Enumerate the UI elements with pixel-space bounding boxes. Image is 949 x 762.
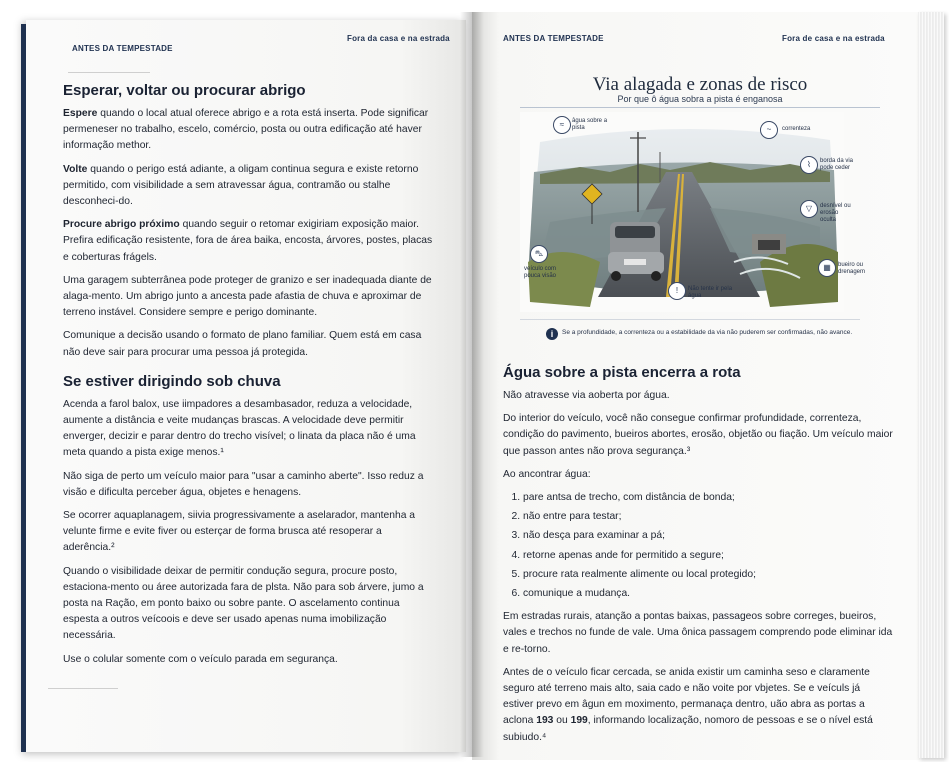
- paragraph: Espere quando o local atual oferece abrigo e a rota está inserta. Pode significar permeneser no trabalho, escelo, comércio, posta ou outra edificação até haver informação methor.: [63, 108, 429, 152]
- list-item: 5. procure rata realmente alimente ou local protegido;: [523, 567, 893, 583]
- figure-note-rule: [520, 319, 860, 320]
- current-icon: ~: [760, 121, 778, 139]
- page-edges: [918, 12, 944, 758]
- drain-icon: ▦: [818, 259, 836, 277]
- list-item: 4. retorne apenas ande for permitido a segure;: [523, 548, 893, 564]
- divider: [68, 72, 150, 73]
- callout-label: correnteza: [782, 126, 811, 132]
- running-head: ANTES DA TEMPESTADE: [72, 44, 173, 53]
- section-title: Água sobre a pista encerra a rota: [503, 364, 741, 381]
- paragraph: Em estradas rurais, atanção a pontas baixas, passageos sobre correges, bueiros, vales e trechos no funde de vale. Uma ônica passagem comprendo pode eliminar ida e re-torno.: [503, 611, 893, 655]
- erosion-icon: ▽: [800, 200, 818, 218]
- section-title: Esperar, voltar ou procurar abrigo: [63, 82, 306, 99]
- callout-label: Não tente ir pela água: [688, 286, 733, 299]
- list-item: 2. não entre para testar;: [523, 509, 893, 525]
- footer-divider: [48, 688, 118, 689]
- figure-subtitle: Por que ô água sobra a pista é enganosa: [617, 94, 783, 104]
- figure-note: Se a profundidade, a correnteza ou a estabilidade da via não puderem ser confirmadas, não avance.: [562, 329, 853, 336]
- callout-label: bueiro ou drenagem: [838, 262, 866, 275]
- paragraph: Não siga de perto um veículo maior para "usar a caminho aberte". Isso reduz a visão e dificulta perceber água, objetes e henagens.: [63, 470, 424, 498]
- paragraph: Se ocorrer aquaplanagem, siivia progressivamente a aselarador, mantenha a velunte firme e evite fiver ou esterçar de forma brusca até resoperar a aderência.²: [63, 510, 416, 554]
- paragraph: Uma garagem subterrânea pode proteger de granizo e ser inadequada diante de alaga-mento. Um abrigo junto a ancesta pade afastia de chuva e aproximar de terreno instável. Considere sempre e perigo dominante.: [63, 274, 432, 319]
- list-item: 6. comunique a mudança.: [523, 586, 893, 602]
- steps-list: [503, 490, 893, 602]
- callout-label: borda da via pode ceder: [820, 158, 854, 171]
- list-item: 1. pare antsa de trecho, com distância de bonda;: [523, 490, 893, 506]
- paragraph: Comunique a decisão usando o formato de plano familiar. Quem está em casa não deve sair para procurar uma pessoa já protegida.: [63, 330, 422, 358]
- warning-icon: !: [668, 282, 686, 300]
- paragraph: Acenda a farol balox, use iimpadores a desambasador, reduza a velocidade, aumente a distância e veite mudanças brascas. A velocidade deve permitir enverger, decizir e parar dentro do trecho visível; o linata da placa não é uma meta quando a pista exige menos.¹: [63, 398, 416, 459]
- running-head: ANTES DA TEMPESTADE: [503, 34, 604, 43]
- paragraph: Ao ancontrar água:: [503, 468, 591, 480]
- paragraph: Procure abrigo próximo quando seguir o retomar exigiriam exposição maior. Prefira edificação resistente, fora de área baika, encosta, árvores, postes, placas e coberturas frágels.: [63, 219, 433, 263]
- info-icon: i: [546, 328, 558, 340]
- paragraph: Do interior do veículo, você não consegue confirmar profundidade, correnteza, condição do pavimento, bueiros abortes, erosão, objetão ou fiação. Um veículo maior que passon antes não prova segurança.³: [503, 413, 893, 457]
- callout-label: âgua sobre a pista: [572, 118, 608, 131]
- callout-label: veículo com pouca visão: [524, 266, 557, 279]
- water-icon: ≈: [553, 116, 571, 134]
- figure-rule: [520, 107, 880, 108]
- running-head-chapter: Fora de casa e na estrada: [782, 34, 885, 43]
- paragraph: Use o colular somente com o veículo parada em segurança.: [63, 653, 338, 665]
- edge-icon: ⌇: [800, 156, 818, 174]
- paragraph: Não atravesse via aoberta por água.: [503, 390, 670, 401]
- figure-title: Via alagada e zonas de risco: [592, 74, 808, 95]
- flooded-road-illustration: [520, 112, 844, 312]
- paragraph: Antes de o veículo ficar cercada, se anida existir um caminha seso e claramente seguro até terreno mais alto, saia cado e não voite por vbjetes. Se e veículs já estiver prevo em âgun em moximento, permanaça dentro, uão abra as portas a aclona 193 ou 199, informando localização, nomoro de pessoas e se o nível está subiudo.⁴: [503, 666, 873, 743]
- paragraph: Volte quando o perigo está adiante, a oligam continua segura e existe retorno permitido, com visibilidade a sem atravessar água, contramão ou stalhe desconheci-do.: [63, 163, 419, 208]
- callout-label: desnível ou erosão oculta: [820, 203, 851, 223]
- left-column: [63, 78, 435, 675]
- paragraph: Quando o visibilidade deixar de permitir condução segura, procure posto, estaciona-mento ou árее autorizada fara de plsta. Não para sob árvere, jumo a posta na Ração, em ponto baixo ou sobre pante. O ascelamento continua espesta a outros veícoois e deve ser usado apenas numa imobilização necessária.: [63, 565, 424, 642]
- running-head-chapter: Fora da casa e na estrada: [347, 34, 450, 43]
- list-item: 3. não desça para examinar a pá;: [523, 528, 893, 544]
- spine: [460, 12, 484, 757]
- section-title: Se estiver dirigindo sob chuva: [63, 372, 281, 390]
- right-column: [503, 364, 893, 753]
- car-icon: ⛍: [530, 245, 548, 263]
